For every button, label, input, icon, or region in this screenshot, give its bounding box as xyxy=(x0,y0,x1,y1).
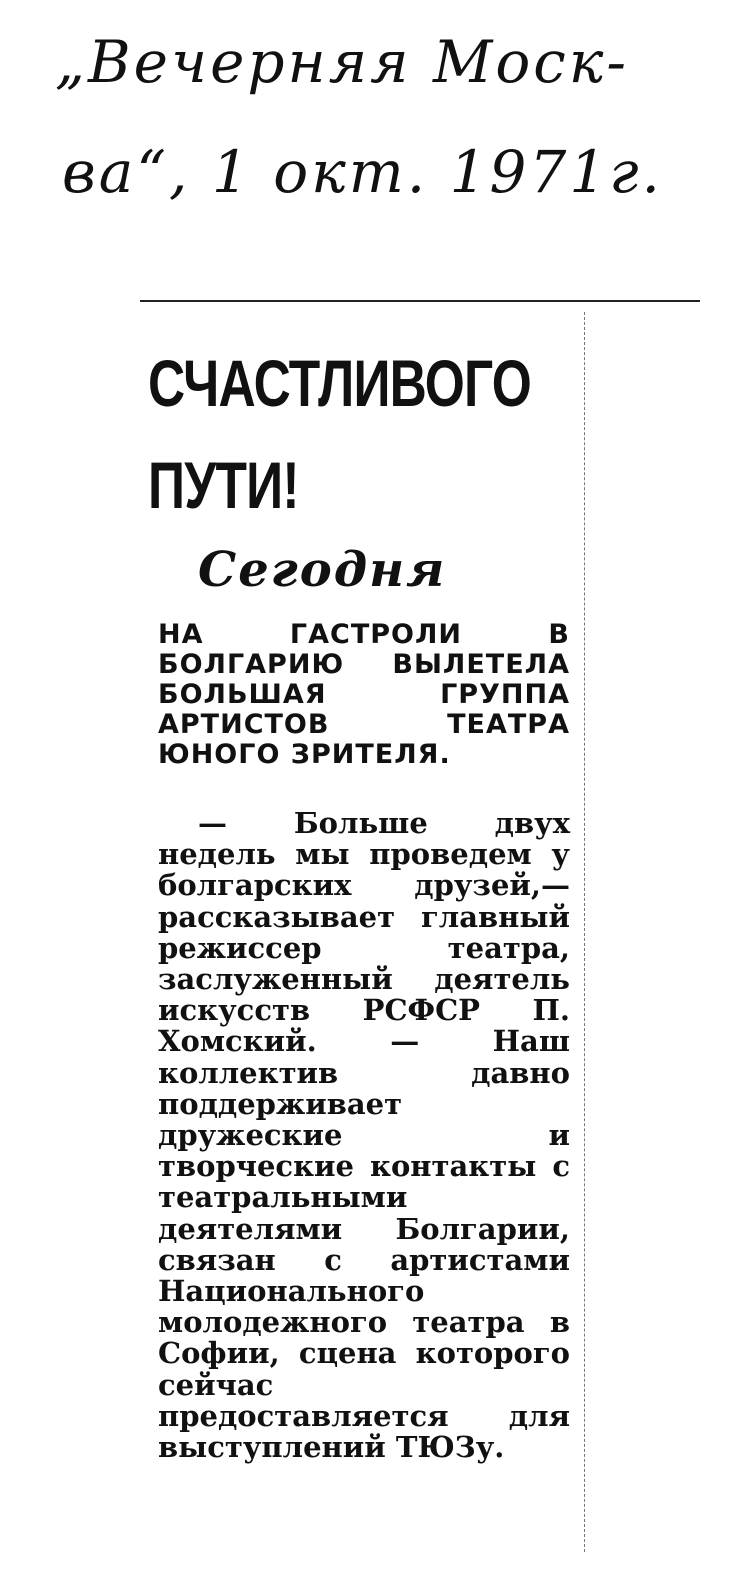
article-body-text: — Больше двух недель мы проведем у болгарских друзей,— рассказывает главный режиссер театра, заслуженный деятель искусств РСФСР П. Хомский. — Наш коллектив давно поддерживает дружеские и творческие контакты с театральными деятелями Болгарии, связан с артистами Национального молодежного театра в Софии, сцена которого сейчас предоставляется для выступлений ТЮЗу. xyxy=(158,806,570,1465)
clipping-right-edge xyxy=(584,312,585,1552)
headline-line-1: СЧАСТЛИВОГО xyxy=(148,346,532,420)
handwritten-note-line-2: ва“, 1 окт. 1971г. xyxy=(62,138,663,206)
article-rubric: Сегодня xyxy=(198,542,447,598)
article-lead: НА ГАСТРОЛИ В БОЛГАРИЮ ВЫЛЕТЕЛА БОЛЬШАЯ ГРУППА АРТИСТОВ ТЕАТРА ЮНОГО ЗРИТЕЛЯ. xyxy=(158,619,570,770)
handwritten-note-line-1: „Вечерняя Моск- xyxy=(55,28,629,96)
article-body xyxy=(158,808,570,1463)
clipping-top-rule xyxy=(140,300,700,302)
article-headline xyxy=(148,332,532,536)
article-column xyxy=(148,318,580,1463)
headline-line-2: ПУТИ! xyxy=(148,448,299,522)
